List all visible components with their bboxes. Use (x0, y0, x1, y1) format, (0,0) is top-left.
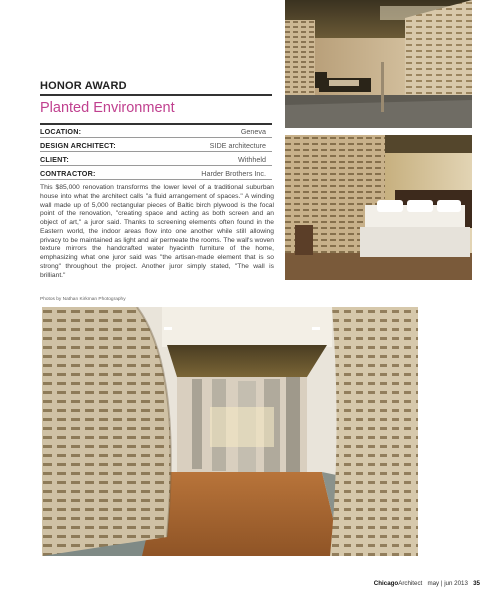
page-number: 35 (473, 580, 480, 587)
bedroom-photo (285, 135, 472, 280)
lounge-room-photo (285, 0, 472, 128)
detail-row-location (40, 124, 272, 138)
detail-label: CONTRACTOR: (40, 169, 96, 178)
issue-date: may | jun 2013 (427, 580, 468, 587)
detail-value: Harder Brothers Inc. (201, 169, 266, 178)
detail-row-architect (40, 138, 272, 152)
award-title: HONOR AWARD (40, 80, 127, 92)
detail-value: SIDE architecture (209, 141, 266, 150)
project-title: Planted Environment (40, 100, 175, 116)
detail-label: DESIGN ARCHITECT: (40, 141, 116, 150)
detail-label: LOCATION: (40, 127, 82, 136)
award-rule (40, 94, 272, 96)
photo-credit: Photos by Nathan Kirkman Photography (40, 297, 126, 302)
article-body: This $85,000 renovation transforms the lower level of a traditional suburban house into what the architect calls "a fluid arrangement of spaces." A winding wall made up of 5,000 rectangular pieces of Baltic birch plywood is the focal point of the renovation, "creating space and acting as both screen and an object of art," a juror said. Thanks to screening elements often found in the Eastern world, the indoor areas flow into one another while still allowing privacy to be maintained as light and air permeate the rooms. The wall's woven texture mirrors the handcrafted water hyacinth furniture of the home, emphasizing what one juror said was "the artisan-made element that is so strong" throughout the project. Another juror simply stated, "The wall is brilliant." (40, 184, 274, 279)
detail-row-contractor (40, 166, 272, 180)
detail-value: Geneva (240, 127, 266, 136)
detail-row-client (40, 152, 272, 166)
page-footer (374, 580, 480, 587)
detail-value: Withheld (238, 155, 266, 164)
magazine-name-bold: Chicago (373, 580, 399, 587)
detail-label: CLIENT: (40, 155, 69, 164)
curved-wall-hallway-photo (42, 307, 418, 556)
magazine-name: Architect (398, 580, 423, 587)
